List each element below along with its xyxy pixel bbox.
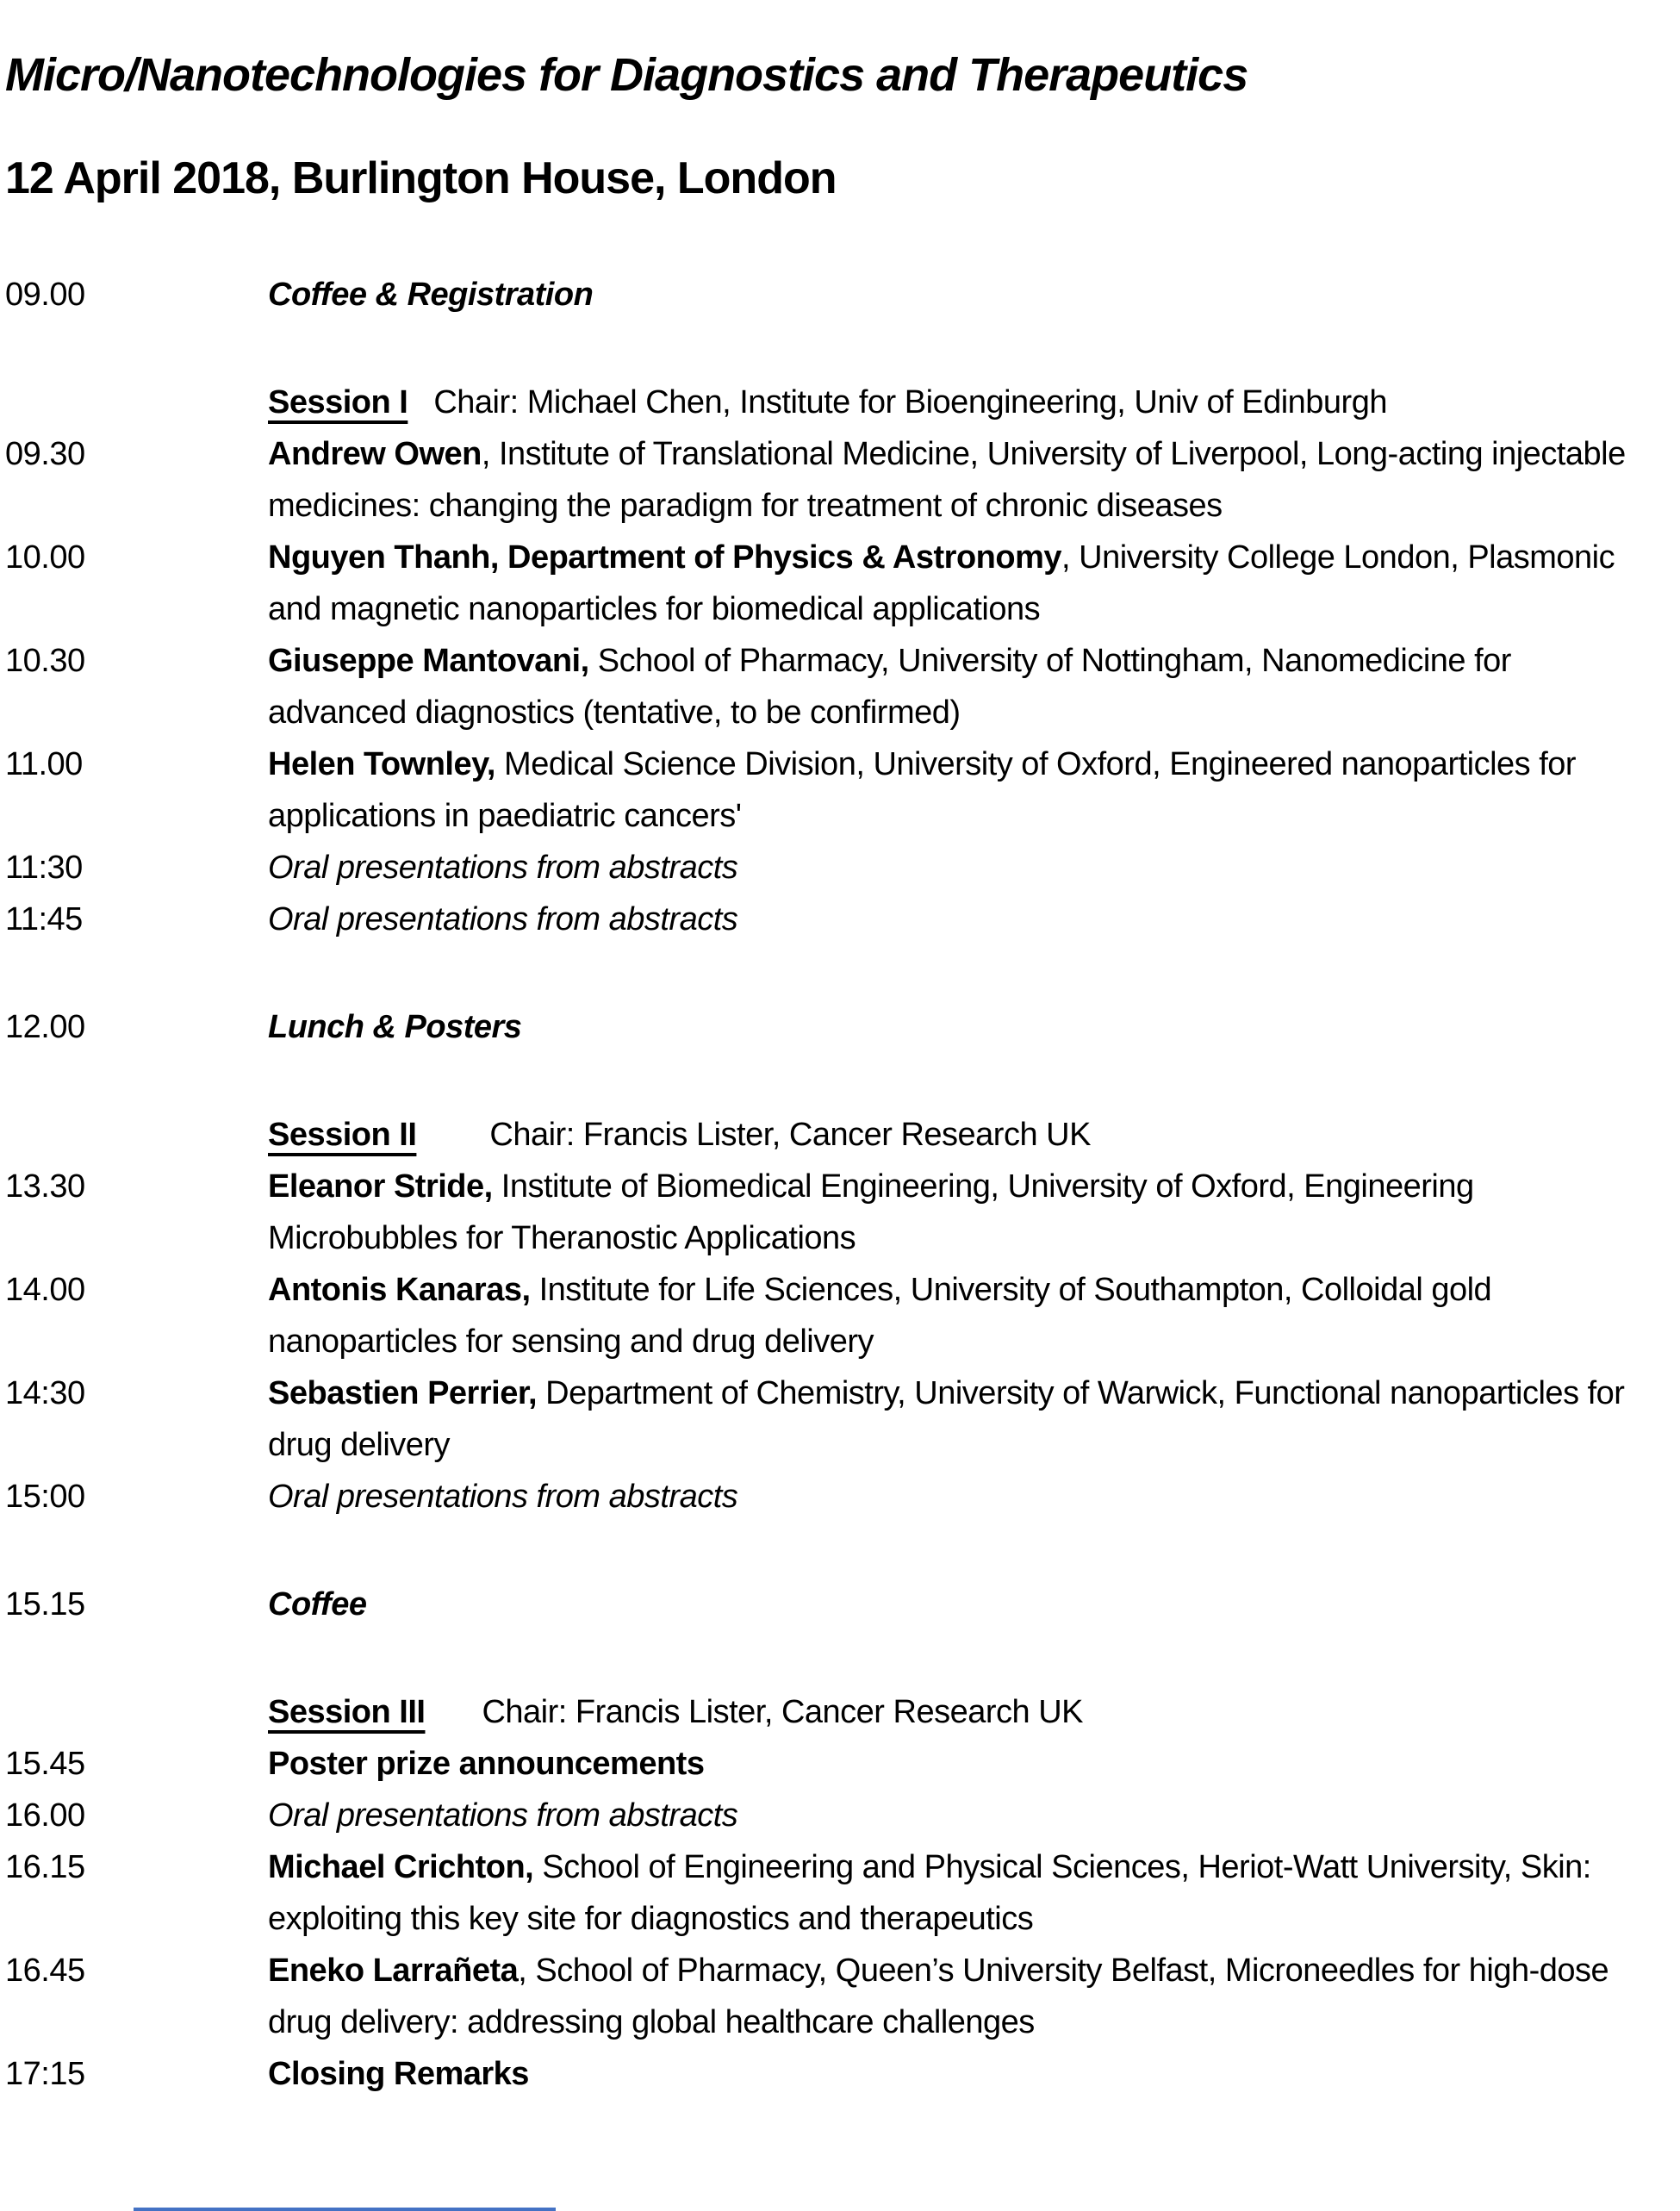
speaker-name: Sebastien Perrier, [268, 1375, 538, 1411]
speaker-name: Michael Crichton, [268, 1849, 534, 1885]
talk-description: Institute of Biomedical Engineering, University of Oxford, Engineering Microbubbles for Theranostic Applications [268, 1168, 1474, 1256]
schedule-row-session [5, 377, 1641, 428]
document-title: Micro/Nanotechnologies for Diagnostics and Therapeutics [5, 49, 1248, 101]
schedule-row [5, 1841, 1641, 1945]
schedule-row-session [5, 1686, 1641, 1738]
time-label: 15.15 [5, 1586, 85, 1622]
session-chair: Chair: Francis Lister, Cancer Research UK [489, 1117, 1091, 1153]
speaker-name: Eleanor Stride, [268, 1168, 493, 1205]
oral-presentations-label: Oral presentations from abstracts [268, 1479, 738, 1515]
time-label: 10.00 [5, 539, 85, 576]
talk-description: , University College London, Plasmonic and magnetic nanoparticles for biomedical applications [268, 539, 1615, 627]
time-label: 17:15 [5, 2056, 85, 2092]
speaker-name: Andrew Owen [268, 436, 482, 472]
time-label: 15:00 [5, 1479, 85, 1515]
schedule-row-session [5, 1109, 1641, 1161]
announcement-label: Poster prize announcements [268, 1746, 705, 1782]
schedule-row [5, 1945, 1641, 2048]
session-chair: Chair: Francis Lister, Cancer Research UK [482, 1694, 1083, 1730]
time-label: 14:30 [5, 1375, 85, 1411]
schedule-row [5, 2048, 1641, 2100]
schedule-row [5, 842, 1641, 894]
talk-description: School of Engineering and Physical Sciences, Heriot-Watt University, Skin: exploiting this key site for diagnostics and therapeutics [268, 1849, 1591, 1937]
schedule-row [5, 269, 1641, 321]
session-title: Session II [268, 1117, 417, 1153]
schedule-row [5, 532, 1641, 635]
speaker-name: Nguyen Thanh, Department of Physics & Astronomy [268, 539, 1062, 576]
time-label: 11:45 [5, 901, 83, 937]
time-label: 11:30 [5, 850, 83, 886]
schedule-row [5, 1001, 1641, 1053]
time-label: 13.30 [5, 1168, 85, 1205]
closing-remarks-label: Closing Remarks [268, 2056, 529, 2092]
schedule-row [5, 1471, 1641, 1523]
schedule-row [5, 635, 1641, 738]
table-border-fragment [134, 2208, 556, 2211]
time-label: 15.45 [5, 1746, 85, 1782]
schedule-row [5, 1367, 1641, 1471]
time-label: 16.15 [5, 1849, 85, 1885]
oral-presentations-label: Oral presentations from abstracts [268, 850, 738, 886]
talk-description: , School of Pharmacy, Queen’s University Belfast, Microneedles for high-dose drug delivery: addressing global healthcare challenges [268, 1953, 1609, 2040]
schedule-row [5, 1738, 1641, 1790]
talk-description: Department of Chemistry, University of Warwick, Functional nanoparticles for drug delivery [268, 1375, 1625, 1463]
time-label: 14.00 [5, 1272, 85, 1308]
schedule [5, 269, 1641, 2100]
time-label: 16.00 [5, 1797, 85, 1834]
speaker-name: Giuseppe Mantovani, [268, 643, 589, 679]
event-label: Lunch & Posters [268, 1009, 522, 1045]
talk-description: Institute for Life Sciences, University of Southampton, Colloidal gold nanoparticles for sensing and drug delivery [268, 1272, 1492, 1360]
event-label: Coffee [268, 1586, 367, 1622]
talk-description: School of Pharmacy, University of Nottingham, Nanomedicine for advanced diagnostics (tentative, to be confirmed) [268, 643, 1511, 731]
time-label: 10.30 [5, 643, 85, 679]
document-date-location: 12 April 2018, Burlington House, London [5, 153, 837, 203]
time-label: 09.30 [5, 436, 85, 472]
session-chair: Chair: Michael Chen, Institute for Bioengineering, Univ of Edinburgh [433, 384, 1387, 420]
time-label: 11.00 [5, 746, 83, 782]
oral-presentations-label: Oral presentations from abstracts [268, 1797, 738, 1834]
schedule-row [5, 1264, 1641, 1367]
time-label: 09.00 [5, 277, 85, 313]
oral-presentations-label: Oral presentations from abstracts [268, 901, 738, 937]
session-title: Session I [268, 384, 408, 420]
time-label: 16.45 [5, 1953, 85, 1989]
talk-description: , Institute of Translational Medicine, University of Liverpool, Long-acting injectable medicines: changing the paradigm for treatment of chronic diseases [268, 436, 1626, 524]
speaker-name: Eneko Larrañeta [268, 1953, 519, 1989]
speaker-name: Antonis Kanaras, [268, 1272, 531, 1308]
talk-description: Medical Science Division, University of Oxford, Engineered nanoparticles for applications in paediatric cancers' [268, 746, 1577, 834]
speaker-name: Helen Townley, [268, 746, 495, 782]
schedule-row [5, 894, 1641, 945]
session-title: Session III [268, 1694, 426, 1730]
schedule-row [5, 428, 1641, 532]
schedule-row [5, 1161, 1641, 1264]
event-label: Coffee & Registration [268, 277, 594, 313]
time-label: 12.00 [5, 1009, 85, 1045]
schedule-row [5, 1790, 1641, 1841]
schedule-row [5, 1579, 1641, 1630]
schedule-row [5, 738, 1641, 842]
